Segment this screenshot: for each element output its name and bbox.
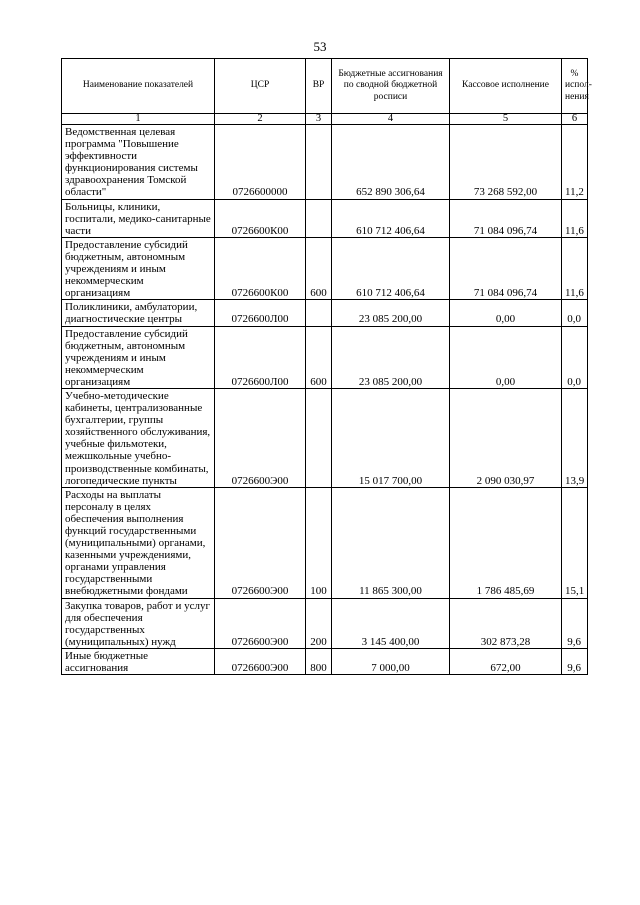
row-vr bbox=[306, 388, 332, 487]
row-vr: 600 bbox=[306, 326, 332, 388]
row-name: Поликлиники, амбулатории, диагностические центры bbox=[62, 300, 215, 326]
row-allocations: 11 865 300,00 bbox=[332, 487, 450, 598]
row-allocations: 7 000,00 bbox=[332, 648, 450, 674]
table-row bbox=[62, 598, 588, 648]
table-row bbox=[62, 125, 588, 200]
row-pct: 9,6 bbox=[562, 648, 588, 674]
row-allocations: 610 712 406,64 bbox=[332, 199, 450, 237]
row-pct: 9,6 bbox=[562, 598, 588, 648]
header-row bbox=[62, 59, 588, 114]
row-vr: 100 bbox=[306, 487, 332, 598]
row-allocations: 610 712 406,64 bbox=[332, 237, 450, 299]
table-row bbox=[62, 237, 588, 299]
row-name: Предоставление субсидий бюджетным, автономным учреждениям и иным некоммерческим организациям bbox=[62, 237, 215, 299]
table-row bbox=[62, 487, 588, 598]
row-csr: 0726600Э00 bbox=[215, 648, 306, 674]
row-pct: 11,6 bbox=[562, 237, 588, 299]
header-allocations: Бюджетные ассигнования по сводной бюджетной росписи bbox=[332, 59, 450, 114]
row-name: Закупка товаров, работ и услуг для обеспечения государственных (муниципальных) нужд bbox=[62, 598, 215, 648]
row-cash: 302 873,28 bbox=[450, 598, 562, 648]
row-name: Предоставление субсидий бюджетным, автономным учреждениям и иным некоммерческим организациям bbox=[62, 326, 215, 388]
row-vr: 600 bbox=[306, 237, 332, 299]
table-row bbox=[62, 326, 588, 388]
row-csr: 0726600000 bbox=[215, 125, 306, 200]
row-name: Больницы, клиники, госпитали, медико-санитарные части bbox=[62, 199, 215, 237]
row-allocations: 15 017 700,00 bbox=[332, 388, 450, 487]
row-pct: 0,0 bbox=[562, 300, 588, 326]
column-number: 3 bbox=[306, 114, 332, 125]
row-allocations: 3 145 400,00 bbox=[332, 598, 450, 648]
row-name: Расходы на выплаты персоналу в целях обеспечения выполнения функций государственными (муниципальными) органами, казенными учреждениями, органами управления государственными внебюджетными фондами bbox=[62, 487, 215, 598]
row-allocations: 652 890 306,64 bbox=[332, 125, 450, 200]
row-allocations: 23 085 200,00 bbox=[332, 300, 450, 326]
row-name: Иные бюджетные ассигнования bbox=[62, 648, 215, 674]
row-cash: 1 786 485,69 bbox=[450, 487, 562, 598]
row-pct: 15,1 bbox=[562, 487, 588, 598]
column-number: 1 bbox=[62, 114, 215, 125]
header-cash: Кассовое исполнение bbox=[450, 59, 562, 114]
row-csr: 0726600Л00 bbox=[215, 326, 306, 388]
row-vr: 800 bbox=[306, 648, 332, 674]
row-cash: 0,00 bbox=[450, 326, 562, 388]
row-name: Учебно-методические кабинеты, централизованные бухгалтерии, группы хозяйственного обслуживания, учебные фильмотеки, межшкольные учебно-производственные комбинаты, логопедические пункты bbox=[62, 388, 215, 487]
row-pct: 11,2 bbox=[562, 125, 588, 200]
row-pct: 11,6 bbox=[562, 199, 588, 237]
header-csr: ЦСР bbox=[215, 59, 306, 114]
row-allocations: 23 085 200,00 bbox=[332, 326, 450, 388]
row-csr: 0726600Л00 bbox=[215, 300, 306, 326]
page-number: 53 bbox=[313, 39, 327, 54]
column-number: 6 bbox=[562, 114, 588, 125]
row-cash: 672,00 bbox=[450, 648, 562, 674]
row-vr bbox=[306, 125, 332, 200]
column-number-row bbox=[62, 114, 588, 125]
column-number: 4 bbox=[332, 114, 450, 125]
row-csr: 0726600Э00 bbox=[215, 388, 306, 487]
table-row bbox=[62, 388, 588, 487]
row-csr: 0726600К00 bbox=[215, 199, 306, 237]
row-cash: 2 090 030,97 bbox=[450, 388, 562, 487]
header-vr: ВР bbox=[306, 59, 332, 114]
table-row bbox=[62, 300, 588, 326]
row-cash: 71 084 096,74 bbox=[450, 237, 562, 299]
table-row bbox=[62, 199, 588, 237]
row-cash: 0,00 bbox=[450, 300, 562, 326]
column-number: 2 bbox=[215, 114, 306, 125]
row-vr bbox=[306, 300, 332, 326]
column-number: 5 bbox=[450, 114, 562, 125]
header-name: Наименование показателей bbox=[62, 59, 215, 114]
row-csr: 0726600Э00 bbox=[215, 598, 306, 648]
row-vr: 200 bbox=[306, 598, 332, 648]
row-name: Ведомственная целевая программа "Повышение эффективности функционирования системы здравоохранения Томской области" bbox=[62, 125, 215, 200]
row-csr: 0726600Э00 bbox=[215, 487, 306, 598]
row-csr: 0726600К00 bbox=[215, 237, 306, 299]
row-vr bbox=[306, 199, 332, 237]
row-cash: 73 268 592,00 bbox=[450, 125, 562, 200]
row-pct: 0,0 bbox=[562, 326, 588, 388]
table-row bbox=[62, 648, 588, 674]
budget-execution-table bbox=[61, 58, 592, 675]
row-cash: 71 084 096,74 bbox=[450, 199, 562, 237]
row-pct: 13,9 bbox=[562, 388, 588, 487]
header-pct: % испол-нения bbox=[562, 59, 588, 114]
